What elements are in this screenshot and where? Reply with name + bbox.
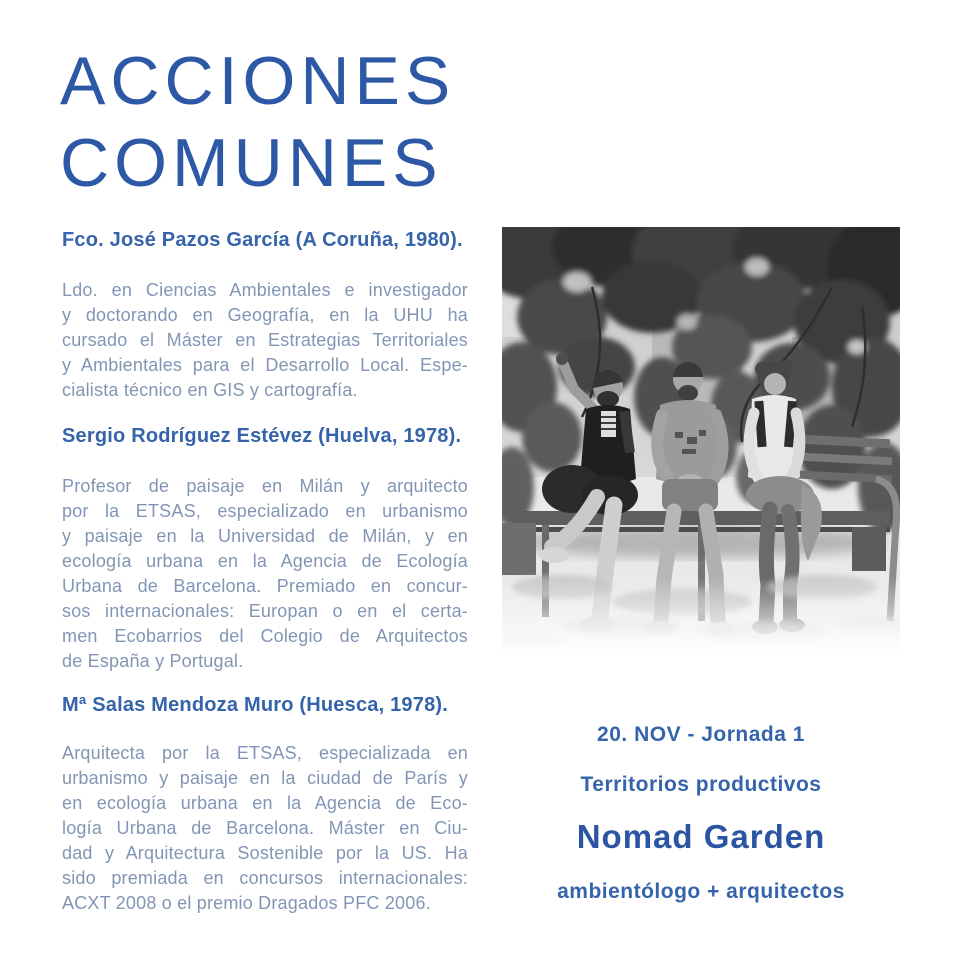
bio-text-line: ecología urbana en la Agencia de Ecología: [62, 551, 468, 571]
bio-text-line: Arquitecta por la ETSAS, especializada en: [62, 743, 468, 763]
bio-text-line: sido premiada en concursos internacionales:: [62, 868, 468, 888]
planter: [852, 527, 886, 571]
bio-text-line: dad y Arquitectura Sostenible por la US. Ha: [62, 843, 468, 863]
event-date: 20. NOV - Jornada 1: [597, 723, 805, 746]
bio-name-rodriguez: Sergio Rodríguez Estévez (Huelva, 1978).: [62, 425, 462, 447]
event-speaker-roles: ambientólogo + arquitectos: [557, 880, 845, 903]
bio-name-mendoza: Mª Salas Mendoza Muro (Huesca, 1978).: [62, 694, 449, 716]
bio-text-line: urbanismo y paisaje en la ciudad de París y: [62, 768, 468, 788]
bio-text-line: y Ambientales para el Desarrollo Local. Espe-: [62, 355, 468, 375]
bio-text-line: men Ecobarrios del Colegio de Arquitectos: [62, 626, 468, 646]
bio-text-line: y paisaje en la Universidad de Milán, y en: [62, 526, 468, 546]
photo-illustration: [502, 227, 900, 655]
bio-text-line: ACXT 2008 o el premio Dragados PFC 2006.: [62, 893, 431, 913]
bio-text-line: de España y Portugal.: [62, 651, 244, 671]
bio-text-line: cursado el Máster en Estrategias Territoriales: [62, 330, 468, 350]
bio-text-line: en ecología urbana en la Agencia de Eco-: [62, 793, 468, 813]
bio-paragraph-pazos: [62, 278, 468, 403]
bio-text-line: y doctorando en Geografía, en la UHU ha: [62, 305, 468, 325]
bio-text-line: Profesor de paisaje en Milán y arquitecto: [62, 476, 468, 496]
bio-text-line: cialista técnico en GIS y cartografía.: [62, 380, 358, 400]
bio-paragraph-rodriguez: [62, 474, 468, 674]
event-theme: Territorios productivos: [580, 773, 822, 796]
poster-title-line1: ACCIONES: [60, 43, 456, 119]
bio-text-line: Ldo. en Ciencias Ambientales e investigador: [62, 280, 468, 300]
photo-three-people-on-bench: [502, 227, 900, 655]
bio-paragraph-mendoza: [62, 741, 468, 916]
poster-title: [60, 40, 455, 204]
bio-text-line: logía Urbana de Barcelona. Máster en Ciu-: [62, 818, 468, 838]
event-speaker-name: Nomad Garden: [576, 818, 826, 855]
bio-name-pazos: Fco. José Pazos García (A Coruña, 1980).: [62, 229, 463, 251]
planter-left: [502, 523, 536, 575]
bio-text-line: sos internacionales: Europan o en el certa-: [62, 601, 468, 621]
bio-text-line: Urbana de Barcelona. Premiado en concur-: [62, 576, 468, 596]
bio-text-line: por la ETSAS, especializado en urbanismo: [62, 501, 468, 521]
poster-title-line2: COMUNES: [60, 125, 443, 201]
